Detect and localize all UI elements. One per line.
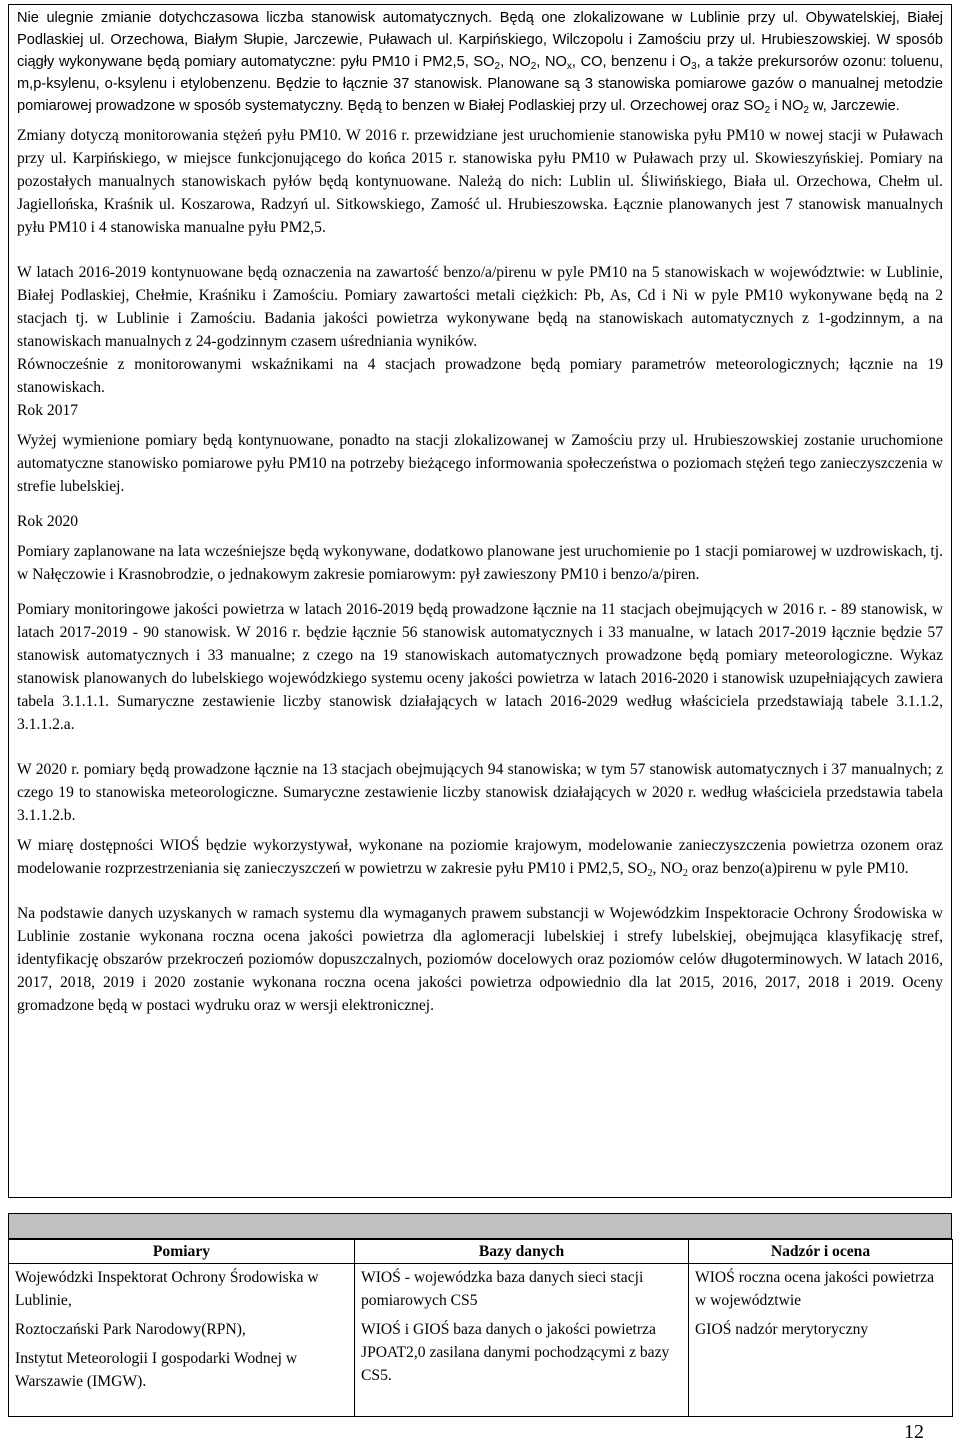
header-nadzor: Nadzór i ocena xyxy=(689,1240,953,1264)
paragraph-modelling: W miarę dostępności WIOŚ będzie wykorzystywał, wykonane na poziomie krajowym, modelowanie zanieczyszczenia powietrza ozonem oraz modelowanie rozprzestrzeniania się zanieczyszczeń w powietrzu w zakresie pyłu PM10 i PM2,5, $SO_2$, $NO_2$ oraz benzo(a)pirenu w pyle PM10. xyxy=(17,837,943,879)
paragraph-automatic-stations: Nie ulegnie zmianie dotychczasowa liczba stanowisk automatycznych. Będą one zlokalizowane w Lublinie przy ul. Obywatelskiej, Białej Podlaskiej ul. Orzechowa, Białym Słupie, Jarczewie, Puławach ul. Karpińskiego, Wilczopolu i Zamościu przy ul. Hrubieszowskiej. W sposób ciągły wykonywane będą pomiary automatyczne: pyłu PM10 i PM2,5, $SO_2$, $NO_2$, $NO_x$, CO, benzenu i $O_3$, a także prekursorów ozonu: toluenu, m,p-ksylenu, o-ksylenu i etylobenzenu. Będzie to łącznie 37 stanowisk. Planowane są 3 stanowiska pomiarowe gazów o manualnej metodzie pomiarowej prowadzone w sposób systematyczny. Będą to benzen w Białej Podlaskiej przy ul. Orzechowej oraz $SO_2$ i $NO_2$ w, Jarczewie. xyxy=(17,10,944,116)
paragraph-2020: Pomiary zaplanowane na lata wcześniejsze będą wykonywane, dodatkowo planowane jest uruchomienie po 1 stacji pomiarowej w uzdrowiskach, tj. w Nałęczowie i Krasnobrodzie, o jednakowym zakresie pomiarowym: pył zawieszony PM10 i benzo/a/piren. xyxy=(17,543,943,583)
cell-bazy-danych xyxy=(355,1264,689,1417)
list-item: Roztoczański Park Narodowy(RPN), xyxy=(15,1321,246,1338)
paragraph-2020-summary: W 2020 r. pomiary będą prowadzone łącznie na 13 stacjach obejmujących 94 stanowiska; w tym 57 stanowisk automatycznych i 37 manualnych; z czego 19 to stanowiska meteorologiczne. Sumaryczne zestawienie liczby stanowisk działających w 2020 r. według właściciela przedstawia tabela 3.1.1.2.b. xyxy=(17,761,943,824)
paragraph-monitoring-summary: Pomiary monitoringowe jakości powietrza w latach 2016-2019 będą prowadzone łącznie na 11 stacjach obejmujących w 2016 r. - 89 stanowisk, w latach 2017-2019 - 90 stanowisk. W 2016 r. będzie łącznie 56 stanowisk automatycznych i 33 manualne, w latach 2017-2019 łącznie będzie 57 stanowisk automatycznych i 33 manualne; z czego na 19 stanowiskach automatycznych prowadzone będą pomiary meteorologiczne. Wykaz stanowisk planowanych do lubelskiego wojewódzkiego systemu oceny jakości powietrza w latach 2016-2020 i stanowisk uzupełniających zawiera tabela 3.1.1.1. Sumaryczne zestawienie liczby stanowisk działających w latach 2016-2029 według właściciela przedstawiają tabele 3.1.1.2, 3.1.1.2.a. xyxy=(17,601,943,733)
paragraph-benzopyrene: W latach 2016-2019 kontynuowane będą oznaczenia na zawartość benzo/a/pirenu w pyle PM10 na 5 stanowiskach w województwie: w Lublinie, Białej Podlaskiej, Chełmie, Kraśniku i Zamościu. Pomiary zawartości metali ciężkich: Pb, As, Cd i Ni w pyle PM10 wykonywane będą na 2 stacjach tj. w Lublinie i Zamościu. Badania jakości powietrza wykonywane będą na stanowiskach automatycznych z 1-godzinnym, a na stanowiskach manualnych z 24-godzinnym czasem uśredniania wyników. xyxy=(17,264,943,350)
heading-rok-2020: Rok 2020 xyxy=(17,513,79,530)
header-bazy-danych: Bazy danych xyxy=(355,1240,689,1264)
list-item: Wojewódzki Inspektorat Ochrony Środowiska w Lublinie, xyxy=(15,1269,319,1309)
page-number: 12 xyxy=(904,1421,924,1443)
cell-pomiary xyxy=(9,1264,355,1417)
cell-nadzor xyxy=(689,1264,953,1417)
responsibility-table xyxy=(8,1239,953,1417)
header-pomiary: Pomiary xyxy=(9,1240,355,1264)
heading-rok-2017: Rok 2017 xyxy=(17,402,79,419)
table-header-row xyxy=(9,1240,953,1264)
paragraph-meteorological: Równocześnie z monitorowanymi wskaźnikami na 4 stacjach prowadzone będą pomiary parametrów meteorologicznych; łącznie na 19 stanowiskach. xyxy=(17,356,943,396)
list-item: Instytut Meteorologii I gospodarki Wodnej w Warszawie (IMGW). xyxy=(15,1350,298,1390)
list-item: WIOŚ i GIOŚ baza danych o jakości powietrza JPOAT2,0 zasilana danymi pochodzącymi z bazy CS5. xyxy=(361,1321,670,1384)
table-row xyxy=(9,1264,953,1417)
list-item: WIOŚ roczna ocena jakości powietrza w województwie xyxy=(695,1269,934,1309)
paragraph-2017: Wyżej wymienione pomiary będą kontynuowane, ponadto na stacji zlokalizowanej w Zamościu przy ul. Hrubieszowskiej zostanie uruchomione automatyczne stanowisko pomiarowe pyłu PM10 na potrzeby bieżącego informowania społeczeństwa o poziomach stężeń tego zanieczyszczenia w strefie lubelskiej. xyxy=(17,432,943,495)
text-frame xyxy=(8,4,952,1198)
paragraph-annual-assessment: Na podstawie danych uzyskanych w ramach systemu dla wymaganych prawem substancji w Wojewódzkim Inspektoracie Ochrony Środowiska w Lublinie zostanie wykonana roczna ocena jakości powietrza dla aglomeracji lubelskiej i strefy lubelskiej, obejmująca klasyfikację stref, identyfikację obszarów przekroczeń poziomów dopuszczalnych, poziomów docelowych oraz poziomów celów długoterminowych. W latach 2016, 2017, 2018, 2019 i 2020 zostanie wykonana roczna ocena jakości powietrza odpowiednio dla lat 2015, 2016, 2017, 2018 i 2019. Oceny gromadzone będą w postaci wydruku oraz w wersji elektronicznej. xyxy=(17,905,943,1014)
list-item: GIOŚ nadzór merytoryczny xyxy=(695,1321,869,1338)
table-header-bar xyxy=(8,1213,952,1239)
paragraph-pm10-changes: Zmiany dotyczą monitorowania stężeń pyłu PM10. W 2016 r. przewidziane jest uruchomienie stanowiska pyłu PM10 w nowej stacji w Puławach przy ul. Karpińskiego, w miejsce funkcjonującego do końca 2015 r. stanowiska pyłu PM10 w Puławach przy ul. Skowieszyńskiej. Pomiary na pozostałych manualnych stanowiskach pyłów będą kontynuowane. Należą do nich: Lublin ul. Śliwińskiego, Biała ul. Orzechowa, Chełm ul. Jagiellońska, Kraśnik ul. Koszarowa, Radzyń ul. Sitkowskiego, Zamość ul. Hrubieszowska. Łącznie planowanych jest 7 stanowisk manualnych pyłu PM10 i 4 stanowiska manualne pyłu PM2,5. xyxy=(17,127,943,236)
list-item: WIOŚ - wojewódzka baza danych sieci stacji pomiarowych CS5 xyxy=(361,1269,644,1309)
